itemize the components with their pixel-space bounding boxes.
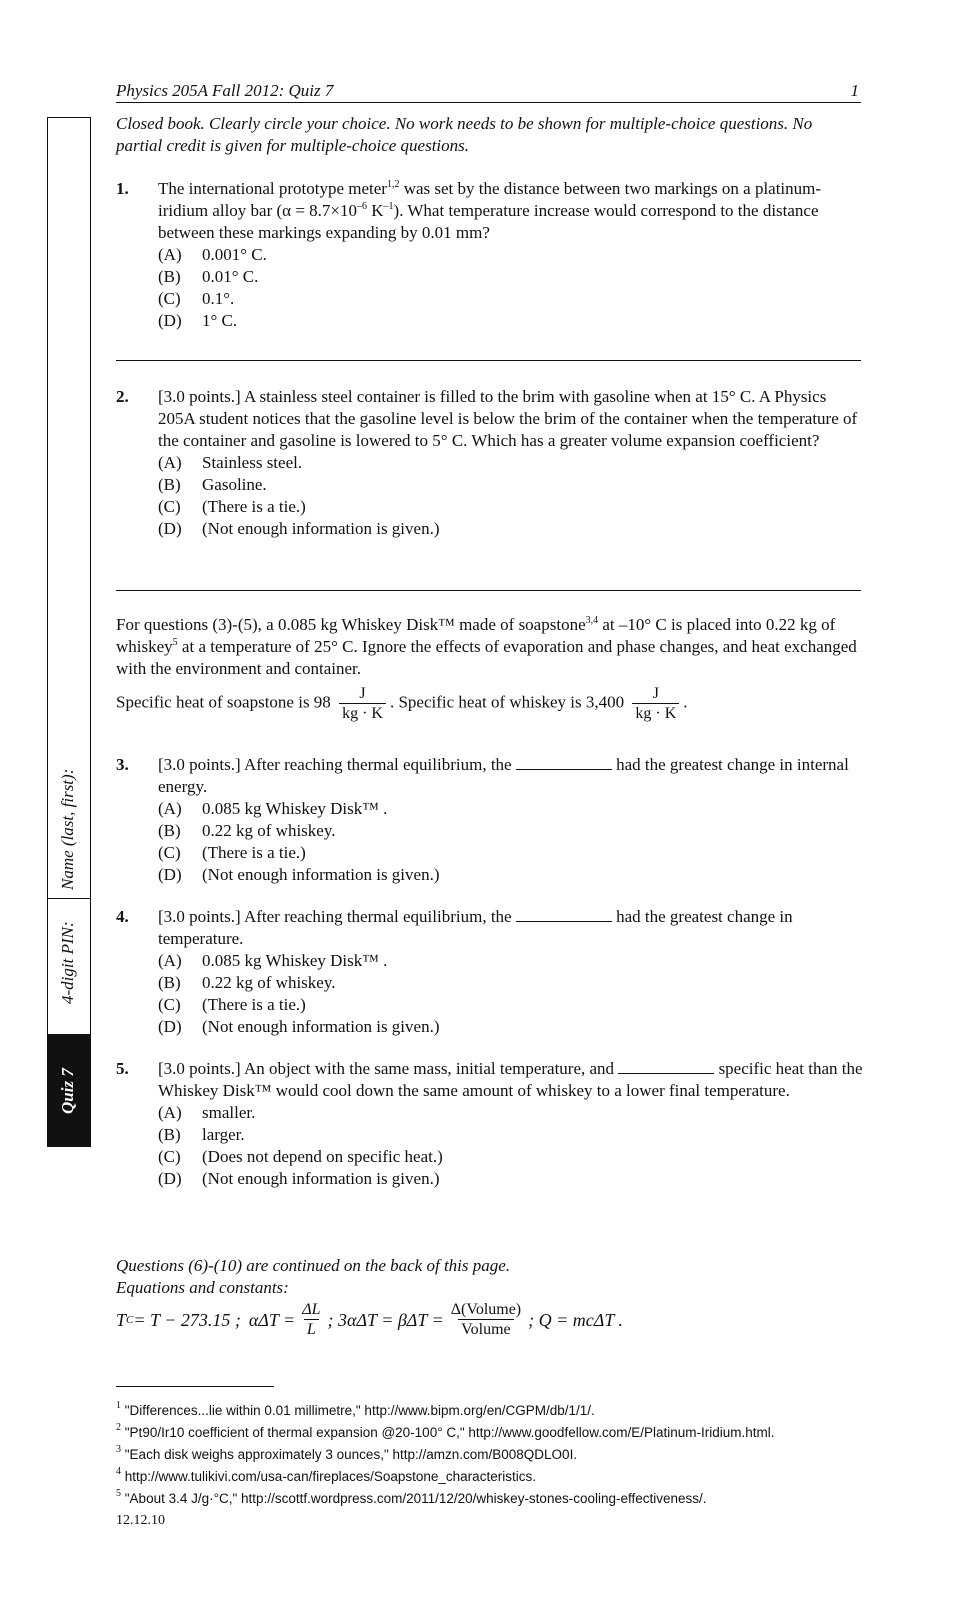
option-b[interactable]: (B) 0.22 kg of whiskey. [158,973,336,992]
answer-blank [516,906,612,922]
option-c[interactable]: (C) (Does not depend on specific heat.) [158,1147,443,1166]
eq-fraction: $\frac{\text{Δ(Volume)}}{\text{Volume}}$ [450,1301,522,1338]
intro-text: For questions (3)-(5), a 0.085 kg Whiskey Disk™ made of soapstone$^{3,4}$ at –10° C is placed into 0.22 kg of whiskey$^5$ at a temperature of 25° C. Ignore the effects of evaporation and phase changes, and heat exchanged with the environment and container. [116,615,857,678]
equations-line: T C = T − 273.15 ; αΔT = $\frac{\Delta L}{L}$ ; 3αΔT = βΔT = $\frac{\text{Δ(Volume)}}{\text{Volume}}$ ; Q = mcΔT . [116,1301,624,1338]
question-3 [116,754,866,886]
question-text: [3.0 points.] A stainless steel container is filled to the brim with gasoline when at 15° C. A Physics 205A student notices that the gasoline level is below the brim of the container when the temperature of the container and gasoline is lowered to 5° C. Which has a greater volume expansion coefficient? [158,387,858,450]
instructions: Closed book. Clearly circle your choice. No work needs to be shown for multiple-choice questions. No partial credit is given for multiple-choice questions. [116,114,813,155]
question-text: [3.0 points.] After reaching thermal equilibrium, the had the greatest change in temperature. [158,907,793,948]
option-d[interactable]: (D) (Not enough information is given.) [158,1017,440,1036]
question-1 [116,178,866,332]
page-header [116,80,861,103]
question-number: 3. [116,755,129,774]
pin-field-label: 4-digit PIN: [58,921,77,1004]
option-b[interactable]: (B) 0.22 kg of whiskey. [158,821,336,840]
course-title: Physics 205A Fall 2012: Quiz 7 [116,81,334,100]
unit-fraction: $\frac{J}{kg \cdot K}$ [339,684,386,723]
question-text: [3.0 points.] After reaching thermal equilibrium, the had the greatest change in internal energy. [158,755,849,796]
footnote: $^4$ http://www.tulikivi.com/usa-can/fireplaces/Soapstone_characteristics. [116,1466,536,1484]
option-c[interactable]: (C) (There is a tie.) [158,843,306,862]
answer-blank [516,754,612,770]
footnote: $^2$ "Pt90/Ir10 coefficient of thermal expansion @20-100° C," http://www.goodfellow.com/E/Platinum-Iridium.html. [116,1422,775,1440]
eq-fraction: $\frac{\Delta L}{L}$ [302,1301,321,1338]
option-d[interactable]: (D) 1° C. [158,311,238,330]
option-c[interactable]: (C) 0.1°. [158,289,235,308]
option-a[interactable]: (A) 0.085 kg Whiskey Disk™ . [158,951,388,970]
quiz-label: Quiz 7 [58,1068,77,1114]
option-b[interactable]: (B) 0.01° C. [158,267,259,286]
question-number: 2. [116,387,129,406]
question-number: 1. [116,179,129,198]
unit-fraction: $\frac{J}{kg \cdot K}$ [632,684,679,723]
footnote: $^1$ "Differences...lie within 0.01 millimetre," http://www.bipm.org/en/CGPM/db/1/1/. [116,1400,595,1418]
option-c[interactable]: (C) (There is a tie.) [158,995,306,1014]
sidebar-divider [47,898,91,899]
question-number: 5. [116,1059,129,1078]
question-4 [116,906,866,1038]
footnote: $^5$ "About 3.4 J/g·°C," http://scottf.wordpress.com/2011/12/20/whiskey-stones-cooling-effectiveness/. [116,1488,707,1506]
shared-problem-intro [116,614,861,723]
question-number: 4. [116,907,129,926]
option-c[interactable]: (C) (There is a tie.) [158,497,306,516]
option-a[interactable]: (A) Stainless steel. [158,453,303,472]
question-text: [3.0 points.] An object with the same mass, initial temperature, and specific heat than the Whiskey Disk™ would cool down the same amount of whiskey to a lower final temperature. [158,1059,863,1100]
section-divider [116,590,861,591]
option-b[interactable]: (B) larger. [158,1125,245,1144]
answer-blank [618,1058,714,1074]
page-number: 1 [850,81,859,100]
footnote-divider [116,1386,274,1387]
option-b[interactable]: (B) Gasoline. [158,475,267,494]
specific-heats: Specific heat of soapstone is 98 $\frac{J}{kg \cdot K}$ . Specific heat of whiskey is 3,400 $\frac{J}{kg \cdot K}$ . [116,685,688,722]
option-a[interactable]: (A) 0.001° C. [158,245,267,264]
document-date: 12.12.10 [116,1513,165,1528]
option-a[interactable]: (A) 0.085 kg Whiskey Disk™ . [158,799,388,818]
footnotes [116,1400,906,1532]
section-divider [116,360,861,361]
continued-note: Questions (6)-(10) are continued on the back of this page. [116,1256,511,1275]
question-2 [116,386,866,540]
equations-heading: Equations and constants: [116,1278,289,1297]
footnote: $^3$ "Each disk weighs approximately 3 ounces," http://amzn.com/B008QDLO0I. [116,1444,578,1462]
question-text: The international prototype meter$^{1,2}$ was set by the distance between two markings on a platinum-iridium alloy bar ($\alpha = 8.7\times 10^{-6}$ $K^{-1}$). What temperature increase would correspond to the distance between these markings expanding by 0.01 mm? [158,179,822,242]
option-a[interactable]: (A) smaller. [158,1103,256,1122]
question-5 [116,1058,866,1190]
option-d[interactable]: (D) (Not enough information is given.) [158,1169,440,1188]
option-d[interactable]: (D) (Not enough information is given.) [158,865,440,884]
quiz-label-box [47,1034,91,1146]
name-field-label: Name (last, first): [58,768,77,890]
option-d[interactable]: (D) (Not enough information is given.) [158,519,440,538]
